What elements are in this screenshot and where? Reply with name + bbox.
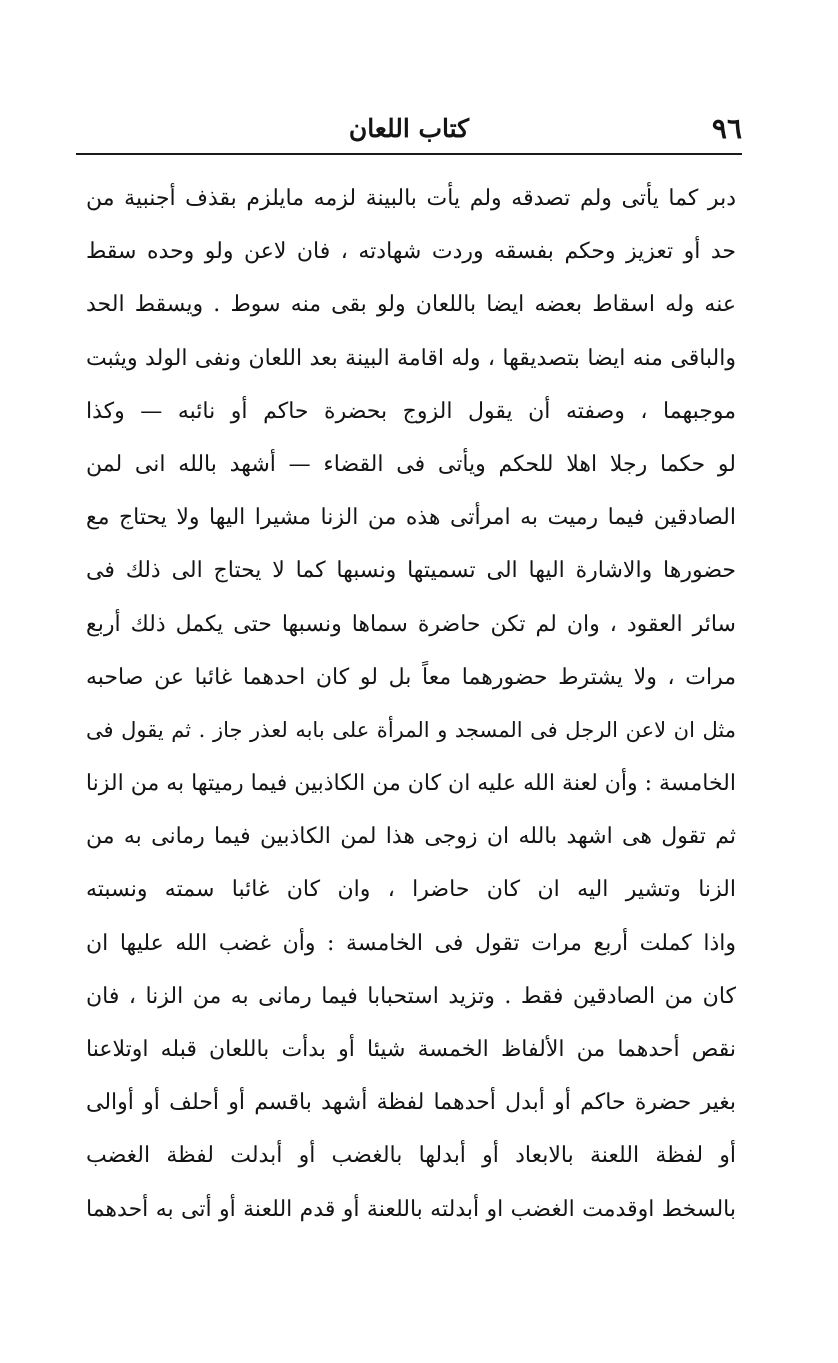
text-line: بالسخط اوقدمت الغضب او أبدلته باللعنة أو قدم اللعنة أو أتى به أحدهما (86, 1196, 736, 1222)
text-line: الصادقين فيما رميت به امرأتى هذه من الزنا مشيرا اليها ولا يحتاج مع (86, 505, 736, 531)
text-line: مثل ان لاعن الرجل فى المسجد و المرأة على بابه لعذر جاز . ثم يقول فى (86, 717, 736, 742)
text-line: عنه وله اسقاط بعضه ايضا باللعان ولو بقى منه سوط . ويسقط الحد (86, 292, 736, 318)
page-number: ٩٦ (711, 112, 742, 145)
header-rule (76, 153, 742, 155)
text-line: الزنا وتشير اليه ان كان حاضرا ، وان كان غائبا سمته ونسبته (86, 877, 736, 903)
text-line: نقص أحدهما من الألفاظ الخمسة شيئا أو بدأت باللعان قبله اوتلاعنا (86, 1037, 736, 1062)
text-line: حد أو تعزيز وحكم بفسقه وردت شهادته ، فان لاعن ولو وحده سقط (86, 239, 736, 265)
text-line: الخامسة : وأن لعنة الله عليه ان كان من الكاذبين فيما رميتها به من الزنا (86, 771, 736, 797)
body-text (86, 172, 736, 1236)
text-line: ثم تقول هى اشهد بالله ان زوجى هذا لمن الكاذبين فيما رمانى به من (86, 824, 736, 850)
text-line: مرات ، ولا يشترط حضورهما معاً بل لو كان احدهما غائبا عن صاحبه (86, 664, 736, 690)
text-line: أو لفظة اللعنة بالابعاد أو أبدلها بالغضب أو أبدلت لفظة الغضب (86, 1143, 736, 1169)
text-line: سائر العقود ، وان لم تكن حاضرة سماها ونسبها حتى يكمل ذلك أربع (86, 611, 736, 637)
text-line: لو حكما رجلا اهلا للحكم ويأتى فى القضاء — أشهد بالله انى لمن (86, 451, 736, 477)
text-line: كان من الصادقين فقط . وتزيد استحبابا فيما رمانى به من الزنا ، فان (86, 983, 736, 1009)
page-header (76, 108, 742, 148)
text-line: والباقى منه ايضا بتصديقها ، وله اقامة البينة بعد اللعان ونفى الولد ويثبت (86, 345, 736, 371)
text-line: دبر كما يأتى ولم تصدقه ولم يأت بالبينة لزمه مايلزم بقذف أجنبية من (86, 186, 736, 211)
text-line: واذا كملت أربع مرات تقول فى الخامسة : وأن غضب الله عليها ان (86, 930, 736, 956)
text-line: موجبهما ، وصفته أن يقول الزوج بحضرة حاكم أو نائبه — وكذا (86, 398, 736, 424)
text-line: حضورها والاشارة اليها الى تسميتها ونسبها كما لا يحتاج الى ذلك فى (86, 558, 736, 584)
text-line: بغير حضرة حاكم أو أبدل أحدهما لفظة أشهد باقسم أو أحلف أو أوالى (86, 1090, 736, 1116)
running-title: كتاب اللعان (348, 114, 470, 143)
